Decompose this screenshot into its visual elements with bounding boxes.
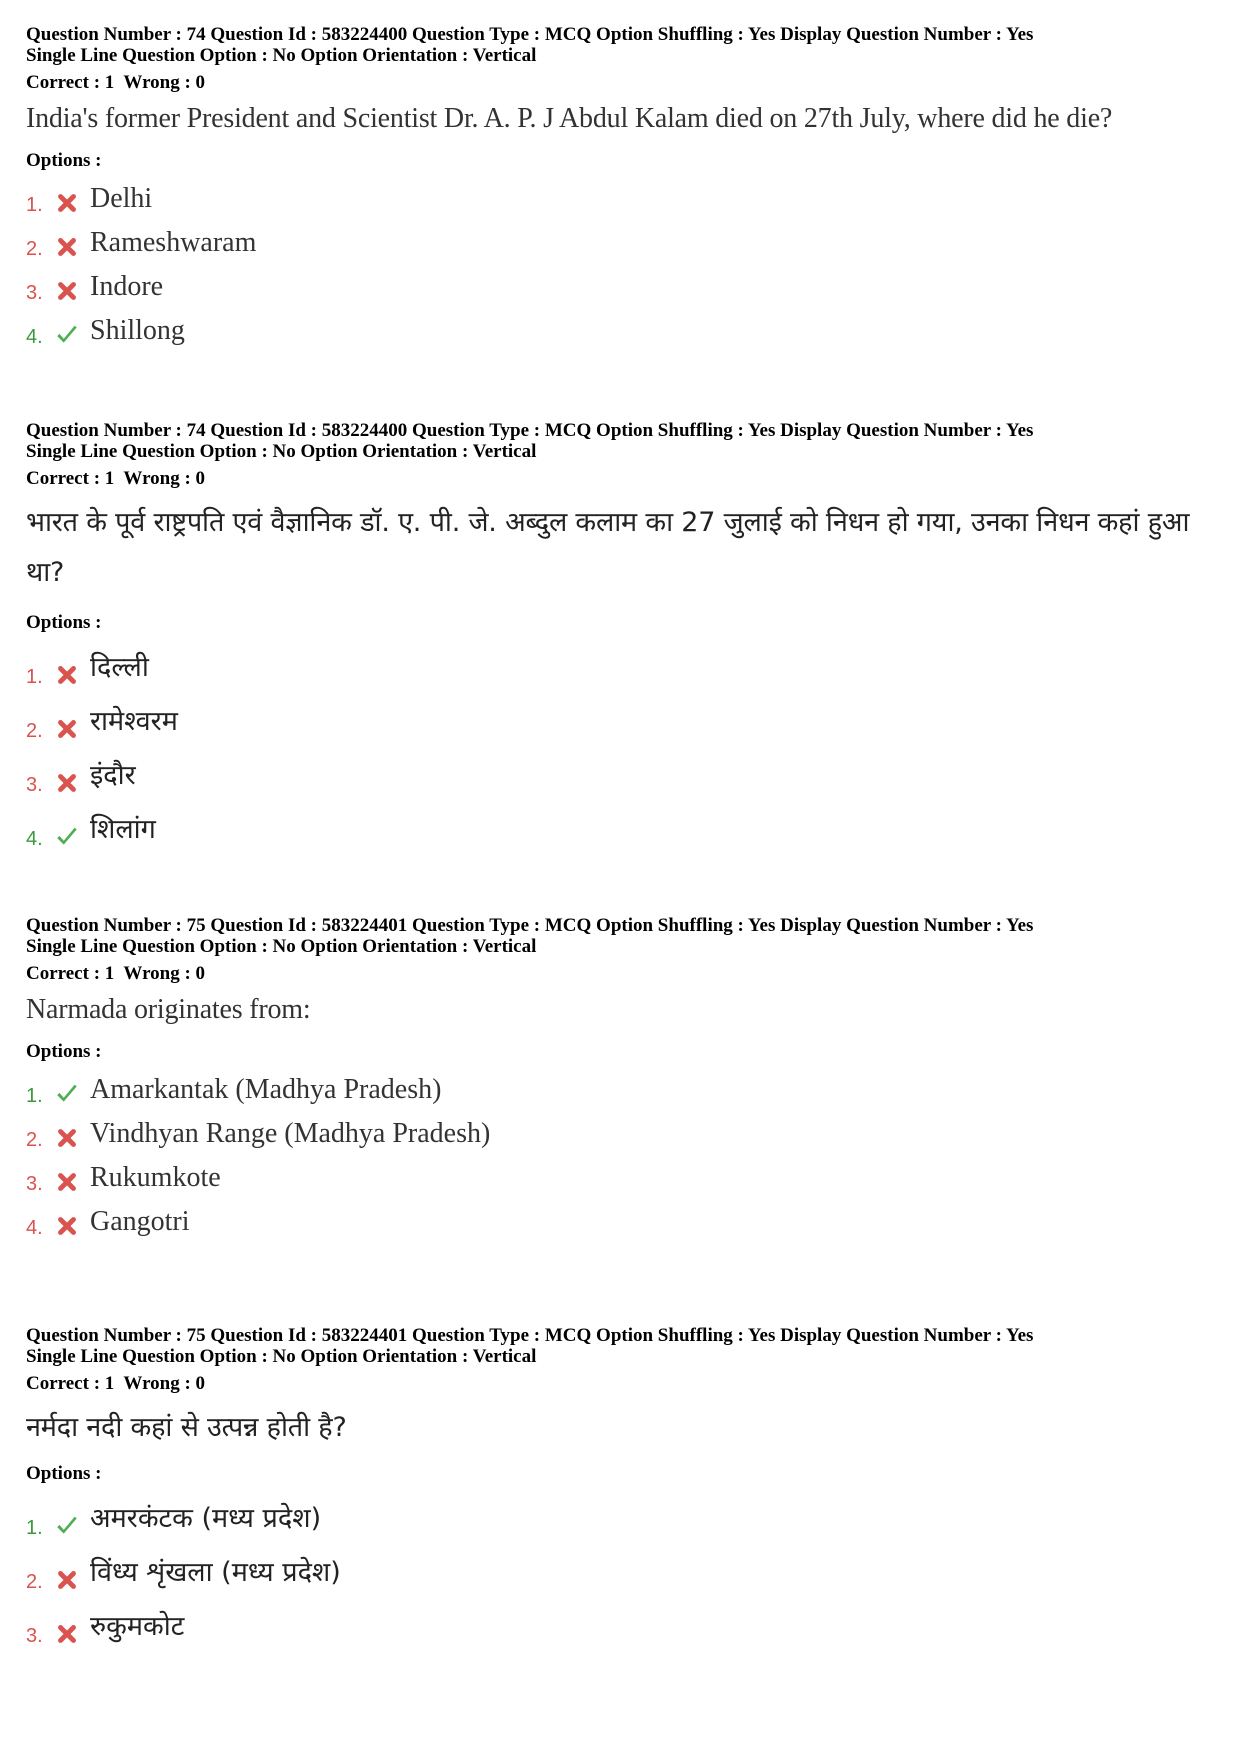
question-meta-line1: Question Number : 74 Question Id : 583224400 Question Type : MCQ Option Shuffling : Yes Display Question Number : Yes: [26, 24, 1034, 45]
option-number: 2.: [26, 238, 43, 260]
option-number: 4.: [26, 828, 43, 850]
option-text: अमरकंटक (मध्य प्रदेश): [90, 1503, 322, 1534]
question-text: Narmada originates from:: [26, 994, 311, 1025]
option-row: [26, 314, 1220, 348]
options-list: [26, 648, 1220, 850]
check-icon: [54, 1081, 80, 1107]
question-block-75-hi: [26, 1325, 1220, 1647]
option-number: 1.: [26, 1517, 43, 1539]
option-row: [26, 182, 1220, 216]
option-number: 3.: [26, 282, 43, 304]
check-icon: [54, 322, 80, 348]
question-block-74-hi: [26, 420, 1220, 850]
option-text: Rameshwaram: [90, 227, 257, 258]
option-number: 1.: [26, 194, 43, 216]
option-row: [26, 1117, 1220, 1151]
cross-icon: [54, 716, 80, 742]
option-text: विंध्य शृंखला (मध्य प्रदेश): [90, 1557, 341, 1588]
option-row: [26, 1607, 1220, 1647]
option-number: 1.: [26, 666, 43, 688]
marks-info: Correct : 1 Wrong : 0: [26, 72, 206, 93]
option-text: रुकुमकोट: [90, 1611, 185, 1642]
option-text: Gangotri: [90, 1206, 190, 1237]
option-row: [26, 1161, 1220, 1195]
question-block-74-en: [26, 24, 1220, 348]
option-number: 4.: [26, 326, 43, 348]
option-row: [26, 702, 1220, 742]
cross-icon: [54, 1621, 80, 1647]
option-text: Delhi: [90, 183, 153, 214]
option-text: दिल्ली: [90, 652, 149, 683]
question-meta-line1: Question Number : 74 Question Id : 583224400 Question Type : MCQ Option Shuffling : Yes Display Question Number : Yes: [26, 420, 1034, 441]
question-meta-line2: Single Line Question Option : No Option Orientation : Vertical: [26, 936, 537, 957]
option-number: 2.: [26, 720, 43, 742]
option-text: रामेश्वरम: [90, 706, 178, 737]
check-icon: [54, 824, 80, 850]
cross-icon: [54, 234, 80, 260]
question-meta-line1: Question Number : 75 Question Id : 583224401 Question Type : MCQ Option Shuffling : Yes Display Question Number : Yes: [26, 915, 1034, 936]
option-row: [26, 226, 1220, 260]
question-meta-line2: Single Line Question Option : No Option Orientation : Vertical: [26, 45, 537, 66]
option-row: [26, 810, 1220, 850]
option-row: [26, 648, 1220, 688]
option-number: 3.: [26, 1625, 43, 1647]
option-row: [26, 1073, 1220, 1107]
option-number: 2.: [26, 1129, 43, 1151]
marks-info: Correct : 1 Wrong : 0: [26, 963, 206, 984]
option-number: 4.: [26, 1217, 43, 1239]
option-number: 3.: [26, 774, 43, 796]
marks-info: Correct : 1 Wrong : 0: [26, 468, 206, 489]
cross-icon: [54, 662, 80, 688]
options-list: [26, 182, 1220, 348]
options-list: [26, 1499, 1220, 1647]
option-number: 1.: [26, 1085, 43, 1107]
cross-icon: [54, 770, 80, 796]
option-row: [26, 270, 1220, 304]
option-row: [26, 1499, 1220, 1539]
question-meta-line2: Single Line Question Option : No Option Orientation : Vertical: [26, 1346, 537, 1367]
question-text: नर्मदा नदी कहां से उत्पन्न होती है?: [26, 1412, 347, 1443]
cross-icon: [54, 190, 80, 216]
options-label: Options :: [26, 612, 102, 633]
option-text: Vindhyan Range (Madhya Pradesh): [90, 1118, 491, 1149]
options-label: Options :: [26, 1041, 102, 1062]
option-row: [26, 1205, 1220, 1239]
question-meta-line1: Question Number : 75 Question Id : 583224401 Question Type : MCQ Option Shuffling : Yes Display Question Number : Yes: [26, 1325, 1034, 1346]
option-text: Amarkantak (Madhya Pradesh): [90, 1074, 442, 1105]
cross-icon: [54, 1169, 80, 1195]
cross-icon: [54, 1125, 80, 1151]
options-label: Options :: [26, 150, 102, 171]
option-text: शिलांग: [90, 814, 156, 845]
marks-info: Correct : 1 Wrong : 0: [26, 1373, 206, 1394]
option-row: [26, 1553, 1220, 1593]
option-text: Shillong: [90, 315, 185, 346]
cross-icon: [54, 1213, 80, 1239]
check-icon: [54, 1513, 80, 1539]
question-text: India's former President and Scientist Dr. A. P. J Abdul Kalam died on 27th July, where did he die?: [26, 103, 1113, 134]
option-number: 2.: [26, 1571, 43, 1593]
options-label: Options :: [26, 1463, 102, 1484]
option-text: Rukumkote: [90, 1162, 221, 1193]
options-list: [26, 1073, 1220, 1239]
cross-icon: [54, 278, 80, 304]
cross-icon: [54, 1567, 80, 1593]
option-text: इंदौर: [90, 760, 136, 791]
option-text: Indore: [90, 271, 164, 302]
question-meta-line2: Single Line Question Option : No Option Orientation : Vertical: [26, 441, 537, 462]
option-row: [26, 756, 1220, 796]
question-text: भारत के पूर्व राष्ट्रपति एवं वैज्ञानिक डॉ. ए. पी. जे. अब्दुल कलाम का 27 जुलाई को निधन हो गया, उनका निधन कहां हुआ था?: [26, 507, 1190, 588]
option-number: 3.: [26, 1173, 43, 1195]
question-block-75-en: [26, 915, 1220, 1239]
